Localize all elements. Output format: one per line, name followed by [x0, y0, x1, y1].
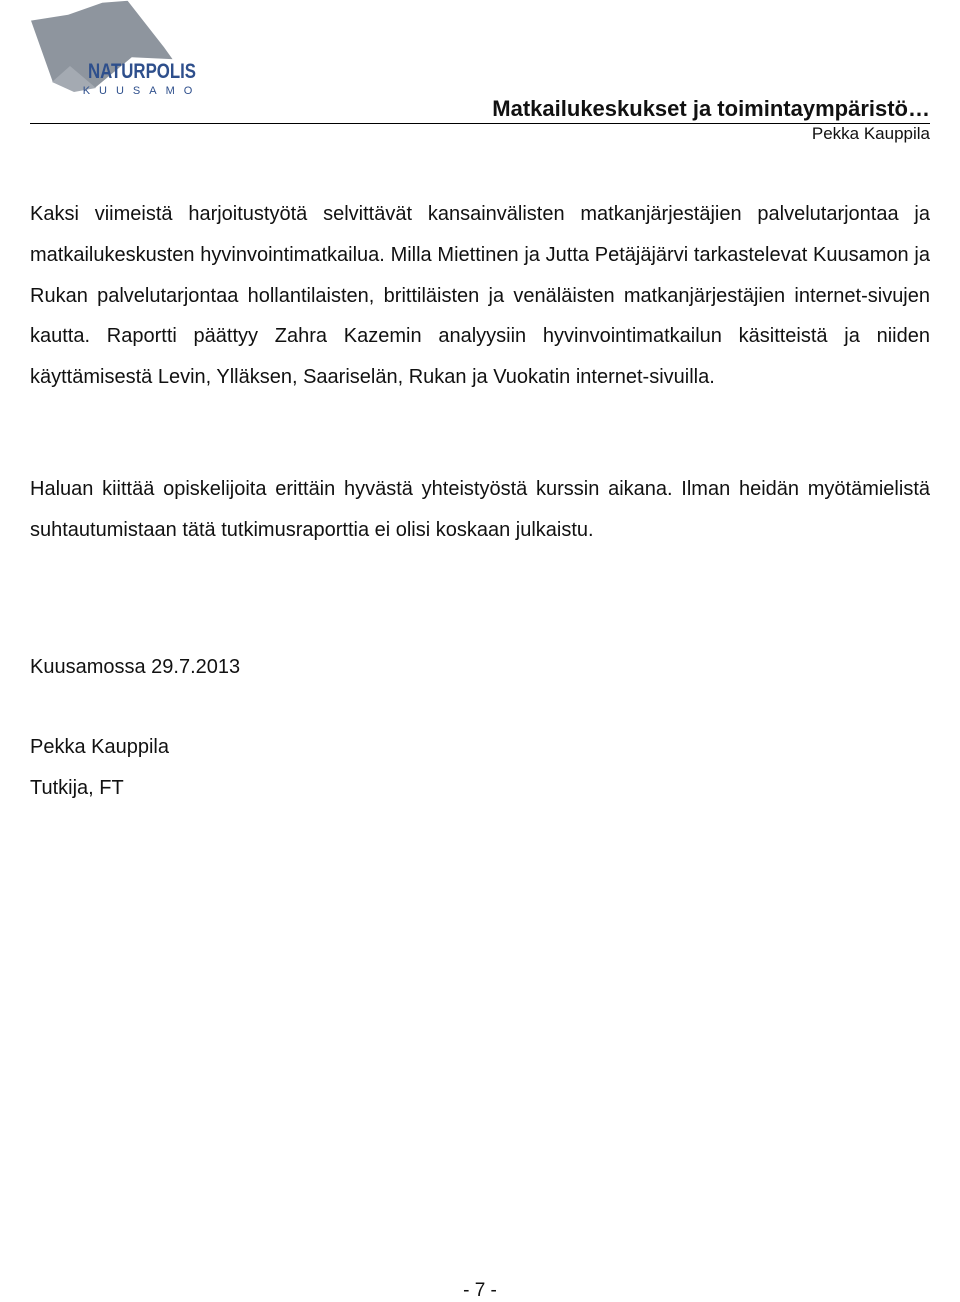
signer-title: Tutkija, FT [30, 777, 124, 800]
header-author: Pekka Kauppila [811, 124, 930, 143]
body-paragraph: Kaksi viimeistä harjoitustyötä selvittävät kansainvälisten matkanjärjestäjien palvelutarjontaa ja matkailukeskusten hyvinvointimatkailua. Milla Miettinen ja Jutta Petäjäjärvi tarkastelevat Kuusamon ja Rukan palvelutarjontaa hollantilaisten, brittiläisten ja venäläisten matkanjärjestäjien internet-sivujen kautta. Raportti päättyy Zahra Kazemin analyysiin hyvinvointimatkailun käsitteistä ja niiden käyttämisestä Levin, Ylläksen, Saariselän, Rukan ja Vuokatin internet-sivuilla. [30, 203, 930, 389]
naturpolis-logo [24, 0, 224, 100]
place-date: Kuusamossa 29.7.2013 [30, 655, 241, 678]
header-divider [30, 123, 930, 124]
logo-mark-icon [24, 0, 224, 100]
document-title: Matkailukeskukset ja toimintaympäristö… [492, 96, 930, 121]
logo-place-text: KUUSAMO [82, 85, 202, 97]
signer-name: Pekka Kauppila [30, 736, 169, 759]
document-body [30, 194, 930, 809]
logo-name-text: NATURPOLIS [88, 60, 196, 83]
page-number: - 7 - [463, 1280, 497, 1301]
body-paragraph: Haluan kiittää opiskelijoita erittäin hyvästä yhteistyöstä kurssin aikana. Ilman heidän myötämielistä suhtautumistaan tätä tutkimusraporttia ei olisi koskaan julkaistu. [30, 478, 930, 541]
